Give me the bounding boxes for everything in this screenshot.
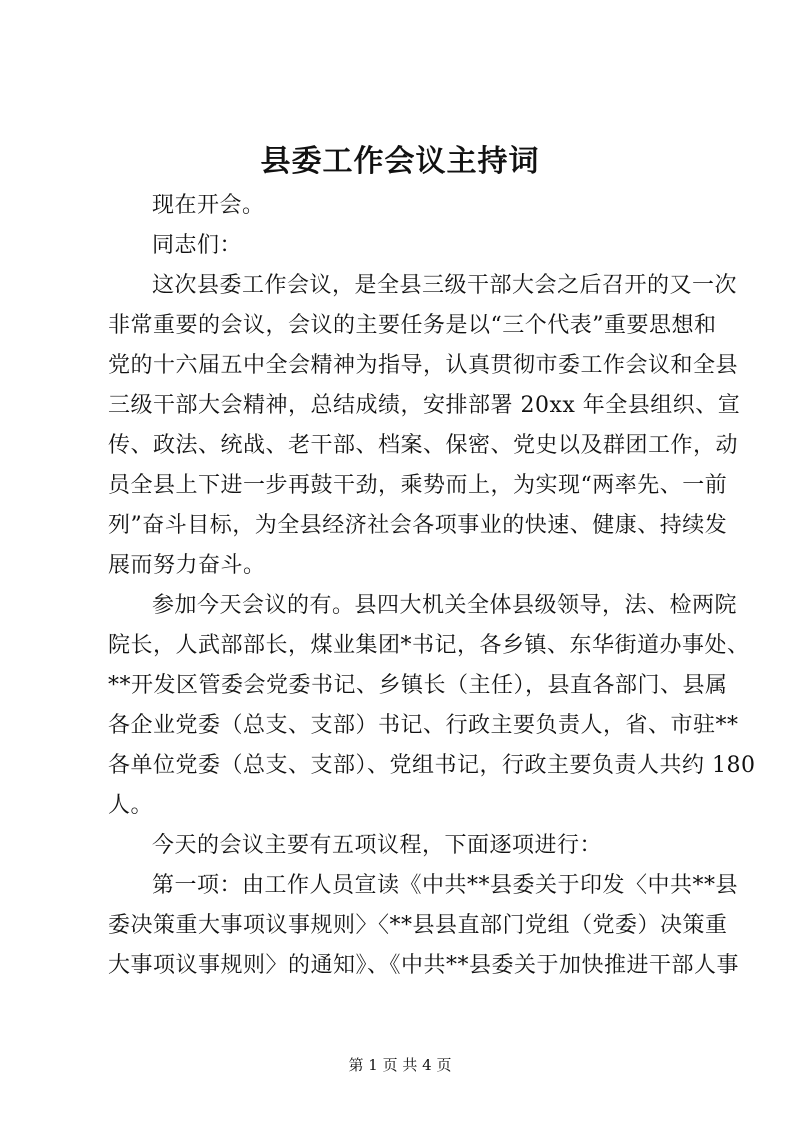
- page-indicator: 第 1 页 共 4 页: [348, 1056, 452, 1074]
- paragraph-line: 各单位党委（总支、支部）、党组书记，行政主要负责人共约 180: [108, 753, 756, 778]
- paragraph-line: 各企业党委（总支、支部）书记、行政主要负责人，省、市驻**: [108, 713, 739, 738]
- document-title: 县委工作会议主持词: [260, 144, 540, 179]
- paragraph-line: 非常重要的会议，会议的主要任务是以“三个代表”重要思想和: [108, 313, 717, 338]
- paragraph-line: 三级干部大会精神，总结成绩，安排部署 20xx 年全县组织、宣: [108, 393, 741, 418]
- paragraph-line: 这次县委工作会议，是全县三级干部大会之后召开的又一次: [152, 273, 738, 298]
- paragraph-line: 今天的会议主要有五项议程，下面逐项进行：: [152, 833, 603, 858]
- paragraph-line: 展而努力奋斗。: [108, 553, 266, 578]
- paragraph-line: **开发区管委会党委书记、乡镇长（主任），县直各部门、县属: [108, 673, 728, 698]
- paragraph-line: 大事项议事规则〉的通知》、《中共**县委关于加快推进干部人事: [108, 953, 740, 978]
- paragraph-line: 人。: [108, 793, 154, 818]
- paragraph-line: 党的十六届五中全会精神为指导，认真贯彻市委工作会议和全县: [108, 353, 739, 378]
- paragraph-line: 传、政法、统战、老干部、档案、保密、党史以及群团工作，动: [108, 433, 739, 458]
- paragraph-line: 同志们：: [152, 233, 243, 258]
- paragraph-line: 现在开会。: [152, 193, 265, 218]
- document-body: [108, 186, 756, 986]
- paragraph-line: 院长，人武部部长，煤业集团*书记，各乡镇、东华街道办事处、: [108, 633, 750, 658]
- paragraph-line: 列”奋斗目标，为全县经济社会各项事业的快速、健康、持续发: [108, 513, 728, 538]
- paragraph-line: 员全县上下进一步再鼓干劲，乘势而上，为实现“两率先、一前: [108, 473, 728, 498]
- paragraph-line: 第一项：由工作人员宣读《中共**县委关于印发〈中共**县: [152, 873, 739, 898]
- paragraph-line: 委决策重大事项议事规则〉〈**县县直部门党组（党委）决策重: [108, 913, 728, 938]
- paragraph-line: 参加今天会议的有。县四大机关全体县级领导，法、检两院: [152, 593, 738, 618]
